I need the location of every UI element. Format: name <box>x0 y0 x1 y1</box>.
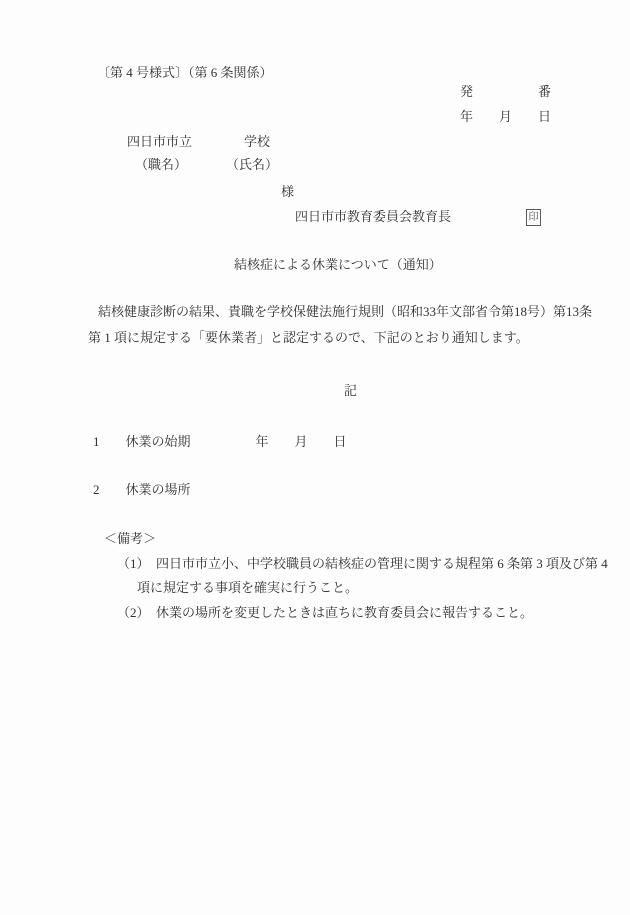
remark-1-line-1: （1） 四日市市立小、中学校職員の結核症の管理に関する規程第 6 条第 3 項及び第 4 <box>117 556 608 571</box>
body-paragraph-line-1: 結核健康診断の結果、貴職を学校保健法施行規則（昭和33年文部省令第18号）第13条 <box>98 304 593 319</box>
remark-1-line-2: 項に規定する事項を確実に行うこと。 <box>137 580 359 595</box>
date-line: 年 月 日 <box>460 109 552 124</box>
addressee-school-line: 四日市市立 学校 <box>127 134 271 149</box>
document-title: 結核症による休業について（通知） <box>234 257 442 272</box>
record-marker: 記 <box>344 383 358 398</box>
sender-title: 四日市市教育委員会教育長 <box>295 209 452 224</box>
item-leave-location: 2 休業の場所 <box>93 482 191 497</box>
body-paragraph-line-2: 第 1 項に規定する「要休業者」と認定するので、下記のとおり通知します。 <box>88 330 529 345</box>
addressee-name-line: （職名） （氏名） <box>135 157 279 172</box>
addressee-honorific: 様 <box>281 184 295 199</box>
remarks-header: ＜備考＞ <box>104 531 157 546</box>
seal-stamp-icon: 印 <box>526 209 541 226</box>
item-leave-start-date: 1 休業の始期 年 月 日 <box>93 434 347 449</box>
form-number-label: 〔第 4 号様式〕（第 6 条関係） <box>97 65 273 80</box>
issue-number-line: 発 番 <box>460 84 552 99</box>
remark-2: （2） 休業の場所を変更したときは直ちに教育委員会に報告すること。 <box>117 605 534 620</box>
